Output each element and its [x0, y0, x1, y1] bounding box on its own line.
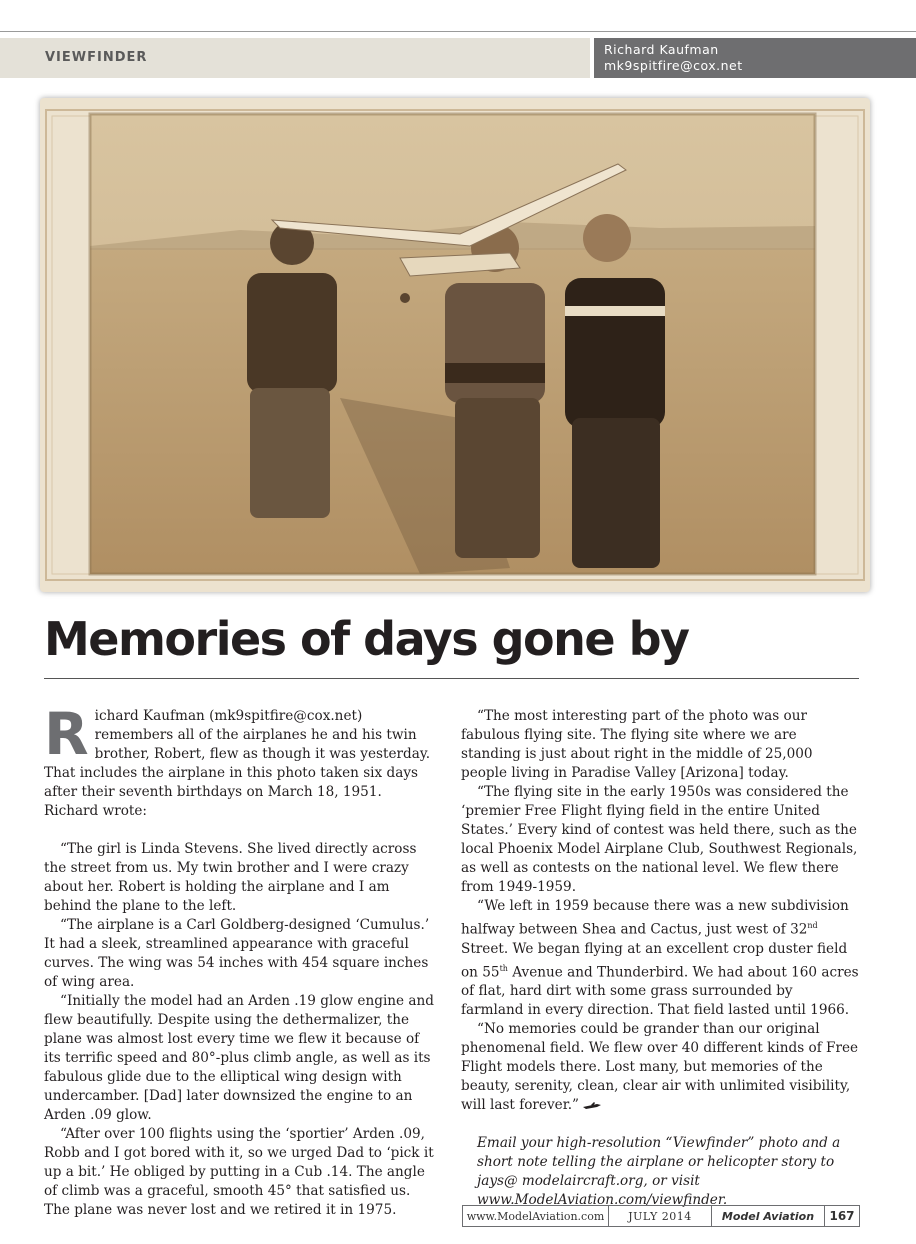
title-rule — [44, 678, 859, 679]
article-column-left — [44, 700, 440, 1220]
author-box — [594, 38, 916, 78]
section-label: VIEWFINDER — [45, 50, 148, 65]
article-title: Memories of days gone by — [44, 612, 689, 666]
footer-magazine: Model Aviation — [712, 1206, 825, 1226]
paragraph: “The girl is Linda Stevens. She lived directly across the street from us. My twin brother and I were crazy about her. Robert is holding the airplane and I am behind the plane to the left. — [44, 841, 417, 914]
paragraph: “The most interesting part of the photo was our fabulous flying site. The flying site where we are standing is just about right in the middle of 25,000 people living in Paradise Valley [Arizona] today. — [461, 708, 813, 781]
article-column-right — [461, 707, 859, 1210]
paragraph: “No memories could be grander than our original phenomenal field. We flew over 40 different kinds of Free Flight models there. Lost many, but memories of the beauty, serenity, clean, clear air with unlimited visibility, will last forever.” — [461, 1021, 859, 1114]
drop-cap: R — [44, 700, 89, 768]
paragraph: “After over 100 flights using the ‘sportier’ Arden .09, Robb and I got bored with it, so we urged Dad to ‘pick it up a bit.’ He obliged by putting in a Cub .14. The angle of climb was a graceful, smooth 45° that satisfied us. The plane was never lost and we retired it in 1975. — [44, 1126, 434, 1218]
intro-paragraph — [44, 700, 440, 821]
paragraph: “The flying site in the early 1950s was considered the ‘premier Free Flight flying field in the entire United States.’ Every kind of contest was held there, such as the local Phoenix Model Airplane Club, Southwest Regionals, as well as contests on the national level. We flew there from 1949-1959. — [461, 784, 858, 895]
intro-text: ichard Kaufman (mk9spitfire@cox.net) remembers all of the airplanes he and his twin brother, Robert, flew as though it was yesterday. That includes the airplane in this photo taken six days after their seventh birthdays on March 18, 1951. Richard wrote: — [44, 708, 431, 819]
paragraph: “We left in 1959 because there was a new subdivision halfway between Shea and Cactus, just west of 32nd Street. We began flying at an excellent crop duster field on 55th Avenue and Thunderbird. We had about 160 acres of flat, hard dirt with some grass surrounded by farmland in every direction. That field lasted until 1966. — [461, 898, 859, 1019]
paragraph: “Initially the model had an Arden .19 glow engine and flew beautifully. Despite using the dethermalizer, the plane was almost lost every time we flew it because of its terrific speed and 80°-plus climb angle, as well as its fabulous glide due to the elliptical wing design with undercamber. [Dad] later downsized the engine to an Arden .09 glow. — [44, 993, 434, 1123]
paragraph: “The airplane is a Carl Goldberg-designed ‘Cumulus.’ It had a sleek, streamlined appearance with graceful curves. The wing was 54 inches with 454 square inches of wing area. — [44, 917, 430, 990]
footer-website[interactable]: www.ModelAviation.com — [463, 1206, 609, 1226]
author-email[interactable]: mk9spitfire@cox.net — [604, 58, 743, 73]
top-rule — [0, 31, 916, 32]
photo-frame — [40, 98, 870, 592]
page-footer — [462, 1205, 860, 1227]
page-number: 167 — [829, 1209, 855, 1223]
submission-note: Email your high-resolution “Viewfinder” photo and a short note telling the airplane or helicopter story to jays@ modelaircraft.org, or visit www.ModelAviation.com/viewfinder. — [477, 1135, 841, 1209]
vintage-sepia-photo-icon — [40, 98, 870, 592]
footer-issue: JULY 2014 — [609, 1206, 712, 1226]
author-name: Richard Kaufman — [604, 42, 719, 57]
airplane-end-mark-icon — [583, 1102, 601, 1110]
section-bar — [0, 38, 590, 78]
